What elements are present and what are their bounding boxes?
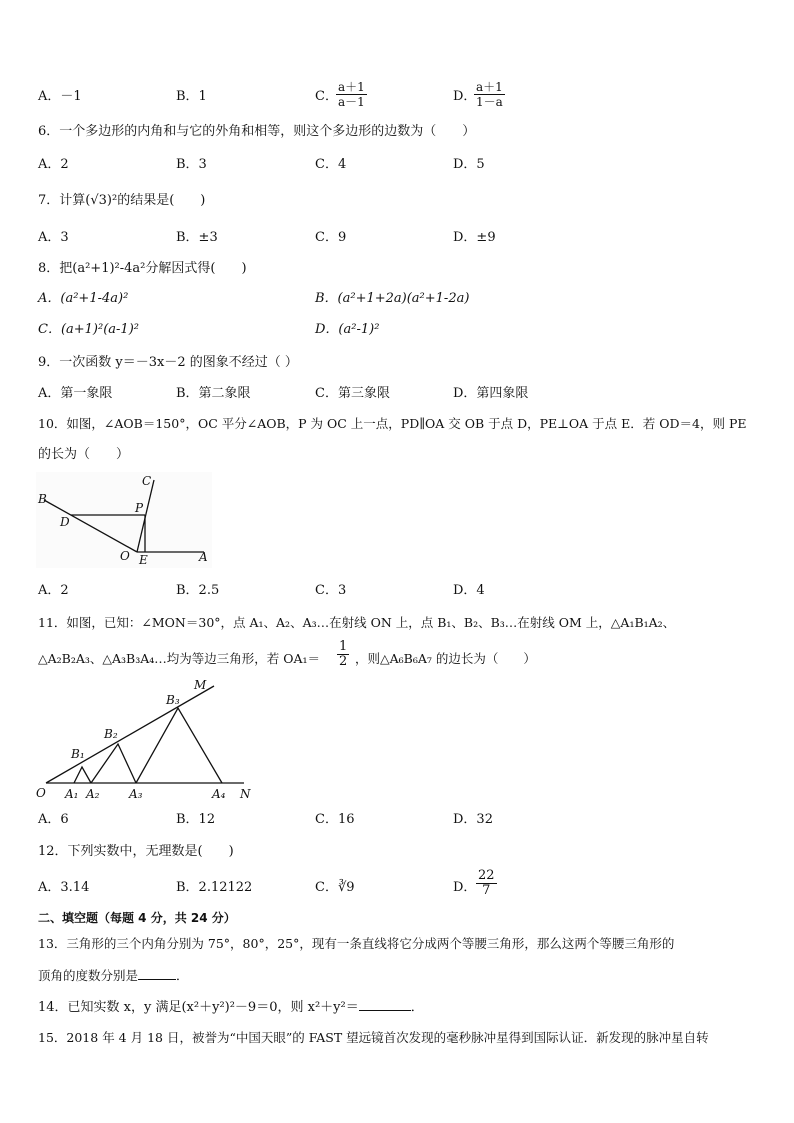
q10-option-c: C．3 xyxy=(315,583,347,598)
q12-option-b: B．2.12122 xyxy=(176,880,253,895)
label-n: N xyxy=(240,787,251,801)
q6-stem: 6．一个多边形的内角和与它的外角和相等，则这个多边形的边数为（ ） xyxy=(38,124,476,139)
q12-option-d-fraction xyxy=(476,869,497,898)
q10-figure xyxy=(36,472,212,568)
label-c: C xyxy=(142,474,152,488)
q7-stem xyxy=(38,192,205,210)
label-b2: B₂ xyxy=(104,727,118,741)
q9-option-b: B．第二象限 xyxy=(176,386,251,401)
label-a2: A₂ xyxy=(86,787,100,801)
q11-fraction xyxy=(337,640,349,669)
q6-option-b: B．3 xyxy=(176,157,207,172)
q13-stem-line2 xyxy=(38,967,189,985)
q10-stem-line1: 10．如图，∠AOB＝150°，OC 平分∠AOB，P 为 OC 上一点，PD∥OA 交 OB 于点 D，PE⊥OA 于点 E．若 OD＝4，则 PE xyxy=(38,416,747,431)
q11-stem-line2-post: ，则△A₆B₆A₇ 的边长为（ ） xyxy=(355,651,536,666)
q10-option-b: B．2.5 xyxy=(176,583,220,598)
q11-stem-line2-pre: △A₂B₂A₃、△A₃B₃A₄…均为等边三角形，若 OA₁＝ xyxy=(38,651,321,666)
label-b: B xyxy=(38,492,47,506)
label-o: O xyxy=(120,549,130,563)
answer-blank xyxy=(138,967,176,980)
label-a4: A₄ xyxy=(212,787,226,801)
q10-stem-line2: 的长为（ ） xyxy=(38,447,130,462)
q8-stem: 8．把(a²+1)²-4a²分解因式得( ) xyxy=(38,261,247,276)
q8-option-c: C．(a+1)²(a-1)² xyxy=(38,322,139,337)
triangle-a3b3a4 xyxy=(136,708,222,783)
q9-option-a: A．第一象限 xyxy=(38,386,113,401)
label-b1: B₁ xyxy=(71,747,85,761)
q5-option-d-label: D． xyxy=(453,89,477,104)
q11-figure xyxy=(34,676,264,806)
q8-option-b: B．(a²+1+2a)(a²+1-2a) xyxy=(315,291,470,306)
fraction-denominator: 2 xyxy=(339,654,348,669)
triangle-a2b2a3 xyxy=(91,744,136,783)
q5-option-b: B．1 xyxy=(176,89,207,104)
fraction-numerator: a＋1 xyxy=(338,80,365,94)
q5-option-c-label: C． xyxy=(315,89,338,104)
q11-option-a: A．6 xyxy=(38,812,69,827)
q5-option-c-fraction xyxy=(336,80,367,109)
q6-option-d: D．5 xyxy=(453,157,485,172)
q9-option-c: C．第三象限 xyxy=(315,386,390,401)
q14-text: 14．已知实数 x，y 满足(x²＋y²)²－9＝0，则 x²＋y²＝ xyxy=(38,1000,359,1015)
q5-option-a: A．－1 xyxy=(38,89,82,104)
q7-stem-post: 的结果是( ) xyxy=(117,193,206,208)
q12-option-d-label: D． xyxy=(453,880,477,895)
q14-end: ． xyxy=(410,1000,424,1015)
q6-option-a: A．2 xyxy=(38,157,69,172)
label-a3: A₃ xyxy=(129,787,143,801)
q10-option-d: D．4 xyxy=(453,583,485,598)
label-a1: A₁ xyxy=(65,787,79,801)
section-heading: 二、填空题（每题 4 分，共 24 分） xyxy=(38,911,236,925)
q7-option-d: D．±9 xyxy=(453,230,496,245)
fraction-numerator: 1 xyxy=(339,639,348,654)
fraction-numerator: a＋1 xyxy=(476,80,503,94)
q7-expression: (√3)² xyxy=(85,193,118,208)
q8-option-d: D．(a²-1)² xyxy=(315,322,380,337)
label-o: O xyxy=(36,786,46,800)
q9-option-d: D．第四象限 xyxy=(453,386,529,401)
q12-option-c: C．∛9 xyxy=(315,880,355,895)
fraction-denominator: 1－a xyxy=(476,95,503,109)
q12-stem: 12．下列实数中，无理数是( ) xyxy=(38,844,234,859)
label-p: P xyxy=(135,501,144,515)
q15-stem-line1: 15．2018 年 4 月 18 日，被誉为“中国天眼”的 FAST 望远镜首次发现的毫秒脉冲星得到国际认证．新发现的脉冲星自转 xyxy=(38,1030,709,1045)
q11-option-b: B．12 xyxy=(176,812,216,827)
q14-stem xyxy=(38,998,424,1017)
q7-stem-pre: 7．计算 xyxy=(38,193,86,208)
q13-line2-text: 顶角的度数分别是 xyxy=(38,968,139,983)
triangle-a1b1a2 xyxy=(74,767,91,783)
q5-option-d-fraction xyxy=(474,80,505,109)
label-b3: B₃ xyxy=(166,693,180,707)
q7-option-a: A．3 xyxy=(38,230,69,245)
q8-option-a: A．(a²+1-4a)² xyxy=(38,291,129,306)
label-e: E xyxy=(139,553,148,567)
q11-stem-line1: 11．如图，已知：∠MON＝30°，点 A₁、A₂、A₃…在射线 ON 上，点 B₁、B₂、B₃…在射线 OM 上，△A₁B₁A₂、 xyxy=(38,615,676,630)
q12-option-a: A．3.14 xyxy=(38,880,90,895)
q10-option-a: A．2 xyxy=(38,583,69,598)
label-a: A xyxy=(199,550,208,564)
q11-option-c: C．16 xyxy=(315,812,355,827)
fraction-denominator: a－1 xyxy=(338,95,365,109)
label-d: D xyxy=(60,515,70,529)
fraction-numerator: 22 xyxy=(478,868,495,883)
q6-option-c: C．4 xyxy=(315,157,347,172)
q13-line2-end: ． xyxy=(176,968,189,983)
q13-stem-line1: 13．三角形的三个内角分别为 75°，80°，25°，现有一条直线将它分成两个等腰三角形，那么这两个等腰三角形的 xyxy=(38,936,675,951)
q7-option-c: C．9 xyxy=(315,230,347,245)
fraction-denominator: 7 xyxy=(482,883,491,898)
q11-option-d: D．32 xyxy=(453,812,493,827)
label-m: M xyxy=(194,678,207,692)
answer-blank xyxy=(359,998,411,1011)
q7-option-b: B．±3 xyxy=(176,230,218,245)
q9-stem: 9．一次函数 y＝－3x－2 的图象不经过（ ） xyxy=(38,355,298,370)
